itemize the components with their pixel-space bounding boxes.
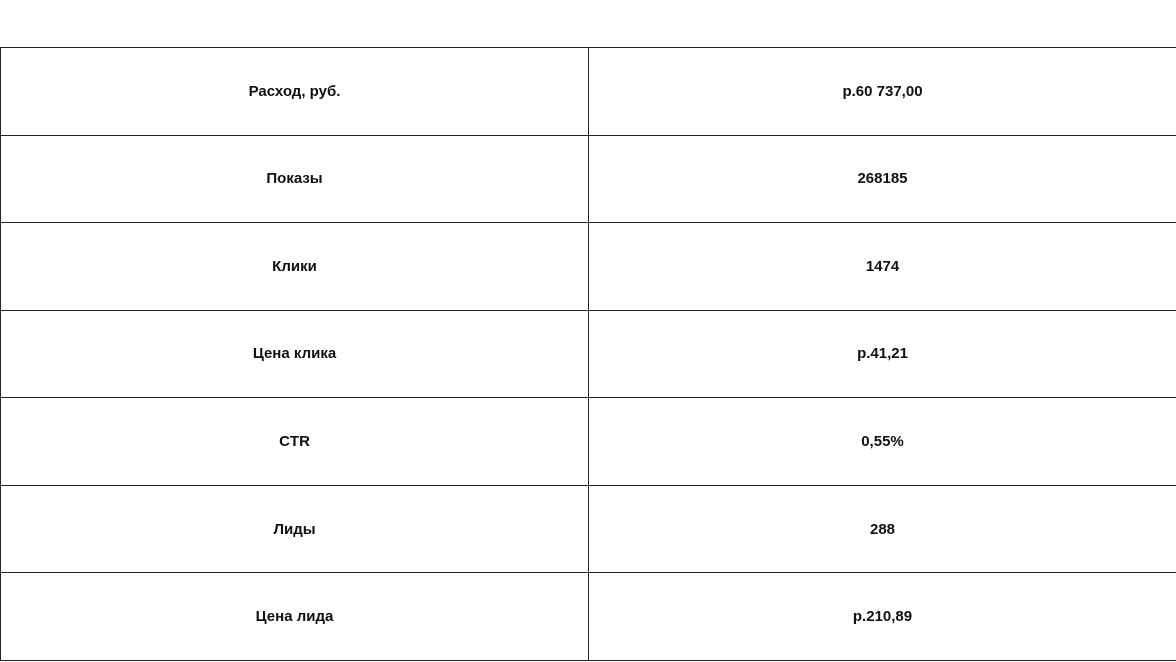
metric-label: Клики xyxy=(1,223,589,311)
metric-value: р.41,21 xyxy=(589,310,1176,398)
metric-value: 1474 xyxy=(589,223,1176,311)
table-row xyxy=(1,485,1176,573)
table-row xyxy=(1,223,1176,311)
table-row xyxy=(1,573,1176,661)
metric-label: CTR xyxy=(1,398,589,486)
metrics-table xyxy=(0,47,1176,661)
metric-value: р.60 737,00 xyxy=(589,48,1176,136)
table-row xyxy=(1,48,1176,136)
metric-label: Показы xyxy=(1,135,589,223)
metric-label: Цена клика xyxy=(1,310,589,398)
metric-value: 268185 xyxy=(589,135,1176,223)
metric-value: 0,55% xyxy=(589,398,1176,486)
metric-label: Лиды xyxy=(1,485,589,573)
table-row xyxy=(1,398,1176,486)
metric-label: Расход, руб. xyxy=(1,48,589,136)
table-row xyxy=(1,135,1176,223)
metric-value: р.210,89 xyxy=(589,573,1176,661)
metric-label: Цена лида xyxy=(1,573,589,661)
table-row xyxy=(1,310,1176,398)
metric-value: 288 xyxy=(589,485,1176,573)
